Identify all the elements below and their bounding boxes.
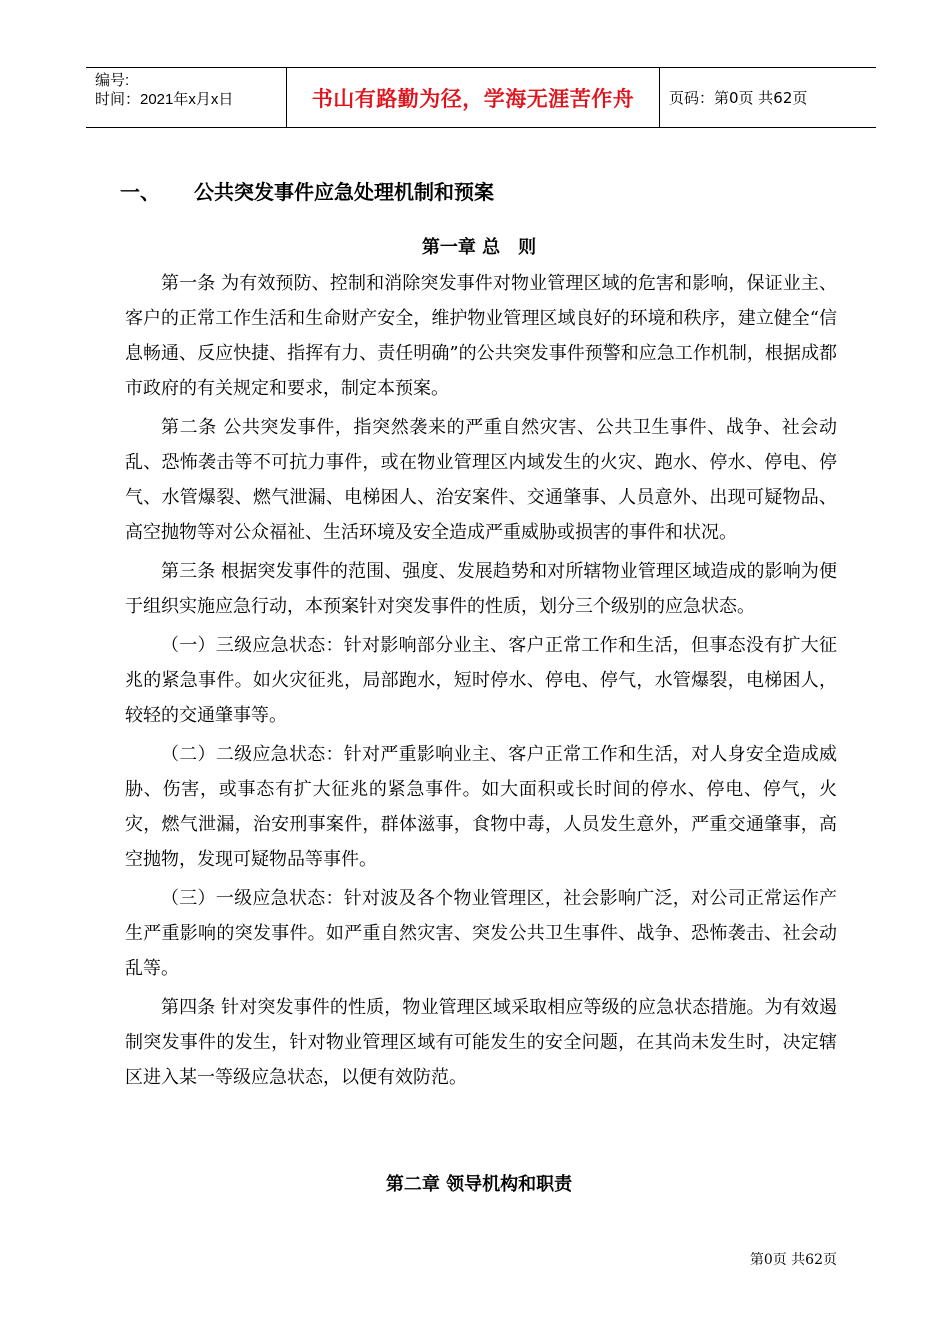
article-1: 第一条 为有效预防、控制和消除突发事件对物业管理区域的危害和影响，保证业主、客户的正常工作生活和生命财产安全，维护物业管理区域良好的环境和秩序，建立健全“信息畅通、反应快捷、指挥有力、责任明确”的公共突发事件预警和应急工作机制，根据成都市政府的有关规定和要求，制定本预案。 [125,273,837,399]
page-header [86,67,876,128]
chapter-1-body [125,266,837,1099]
page-footer: 第0页 共62页 [749,1252,837,1268]
section-number: 一、 [120,180,160,204]
article-3-level-1: （三）一级应急状态：针对波及各个物业管理区，社会影响广泛，对公司正常运作产生严重影响的突发事件。如严重自然灾害、突发公共卫生事件、战争、恐怖袭击、社会动乱等。 [125,888,837,979]
section-title-text: 公共突发事件应急处理机制和预案 [194,180,494,204]
section-title [120,176,494,205]
article-3-level-2: （二）二级应急状态：针对严重影响业主、客户正常工作和生活，对人身安全造成威胁、伤害，或事态有扩大征兆的紧急事件。如大面积或长时间的停水、停电、停气，火灾，燃气泄漏，治安刑事案件，群体滋事，食物中毒，人员发生意外，严重交通肇事，高空抛物，发现可疑物品等事件。 [125,744,837,870]
article-4: 第四条 针对突发事件的性质，物业管理区域采取相应等级的应急状态措施。为有效遏制突发事件的发生，针对物业管理区域有可能发生的安全问题，在其尚未发生时，决定辖区进入某一等级应急状态，以便有效防范。 [125,997,837,1088]
header-meta [86,68,286,127]
chapter-1-title: 第一章 总 则 [421,237,537,258]
document-number-label: 编号: [95,72,130,89]
article-3-level-3: （一）三级应急状态：针对影响部分业主、客户正常工作和生活，但事态没有扩大征兆的紧急事件。如火灾征兆，局部跑水，短时停水、停电、停气，水管爆裂，电梯困人，较轻的交通肇事等。 [125,635,837,726]
header-page-number: 页码：第0页 共62页 [669,89,808,107]
article-2: 第二条 公共突发事件，指突然袭来的严重自然灾害、公共卫生事件、战争、社会动乱、恐怖袭击等不可抗力事件，或在物业管理区内域发生的火灾、跑水、停水、停电、停气、水管爆裂、燃气泄漏、电梯困人、治安案件、交通肇事、人员意外、出现可疑物品、高空抛物等对公众福祉、生活环境及安全造成严重威胁或损害的事件和状况。 [125,417,837,543]
document-date: 时间：2021年x月x日 [95,91,234,108]
chapter-2-title: 第二章 领导机构和职责 [385,1174,573,1195]
article-3: 第三条 根据突发事件的范围、强度、发展趋势和对所辖物业管理区域造成的影响为便于组织实施应急行动，本预案针对突发事件的性质，划分三个级别的应急状态。 [125,561,837,617]
header-motto: 书山有路勤为径，学海无涯苦作舟 [286,68,660,127]
